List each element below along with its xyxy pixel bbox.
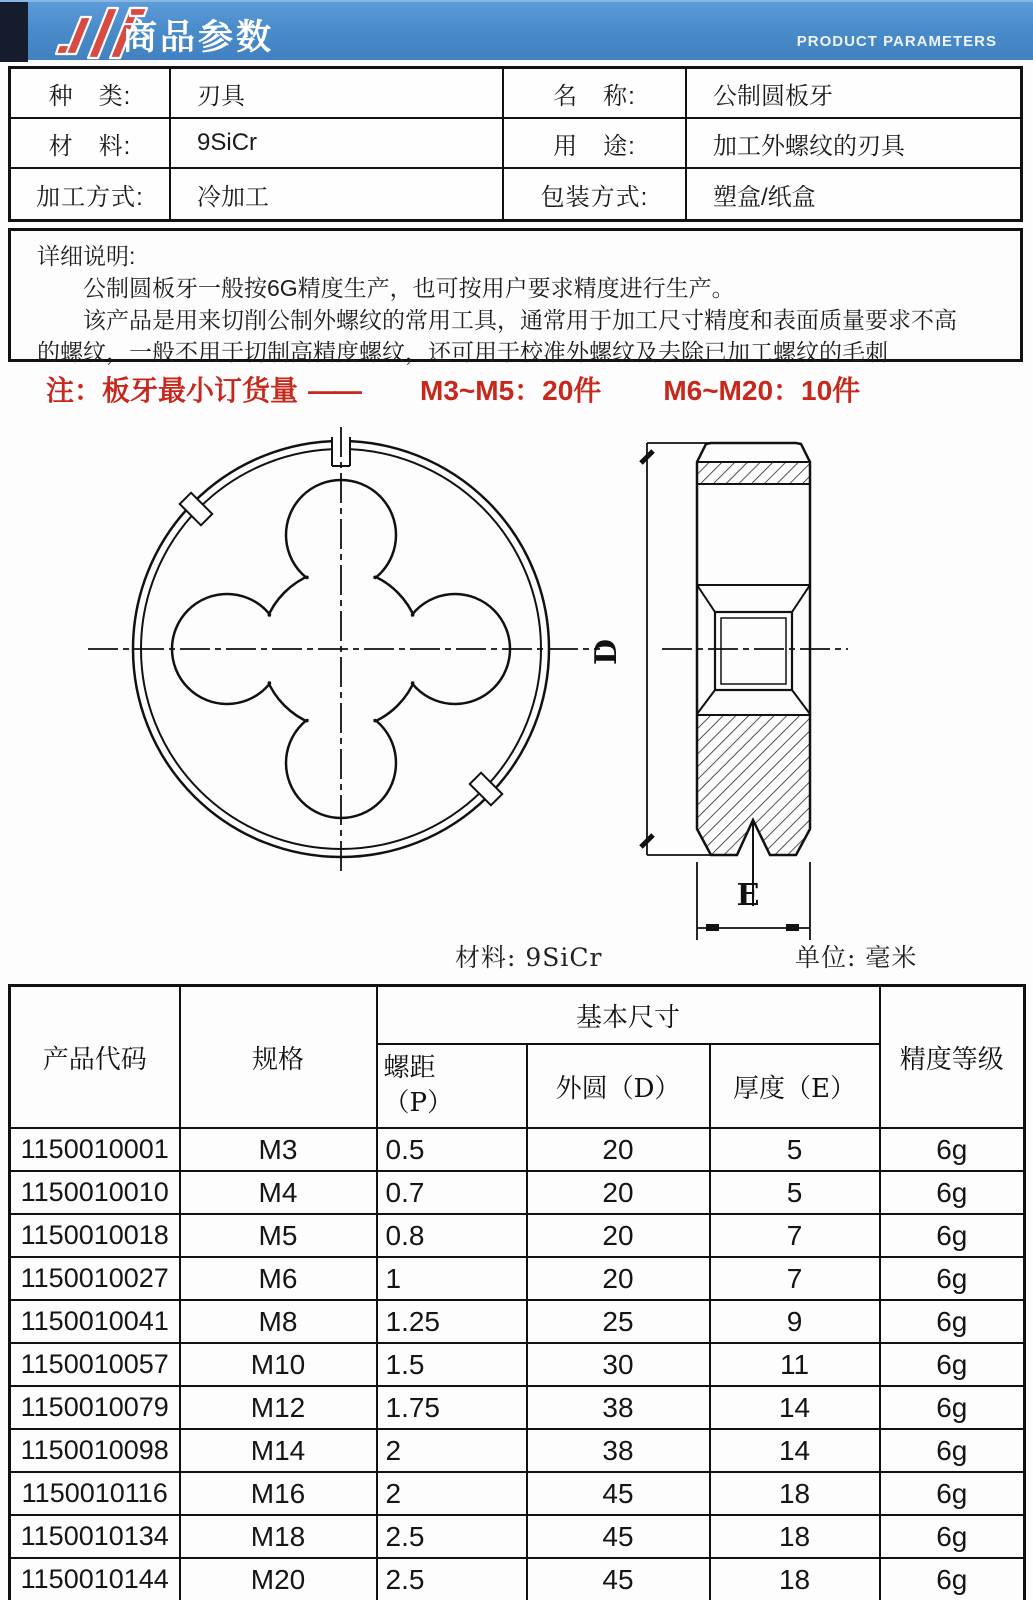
info-label-type: 种 类:: [11, 69, 171, 119]
pitch-label-line2: （P）: [383, 1088, 453, 1118]
cell-spec: M4: [180, 1171, 377, 1214]
cell-spec: M18: [180, 1515, 377, 1558]
info-label-use: 用 途:: [504, 119, 687, 169]
cell-outer-diameter: 20: [527, 1171, 710, 1214]
cell-product-code: 1150010134: [10, 1515, 180, 1558]
details-line: 公制圆板牙一般按6G精度生产，也可按用户要求精度进行生产。: [83, 275, 735, 301]
unit-label: 单位: 毫米: [795, 943, 918, 972]
spec-table-body: [10, 1128, 1025, 1600]
info-value-material: 9SiCr: [171, 119, 504, 169]
table-row: [10, 1257, 1025, 1300]
cell-grade: 6g: [880, 1128, 1025, 1171]
cell-spec: M6: [180, 1257, 377, 1300]
cell-product-code: 1150010001: [10, 1128, 180, 1171]
table-row: [10, 1386, 1025, 1429]
cell-thickness: 18: [710, 1472, 880, 1515]
cell-product-code: 1150010057: [10, 1343, 180, 1386]
info-label-process: 加工方式:: [11, 169, 171, 219]
col-header-pitch: [377, 1044, 527, 1128]
col-header-product-code: 产品代码: [10, 986, 180, 1129]
page-subtitle: PRODUCT PARAMETERS: [796, 33, 997, 50]
cell-pitch: 2: [377, 1429, 527, 1472]
cell-thickness: 9: [710, 1300, 880, 1343]
cell-thickness: 14: [710, 1386, 880, 1429]
cell-thickness: 18: [710, 1558, 880, 1600]
product-info-table: [8, 66, 1023, 222]
cell-pitch: 1.25: [377, 1300, 527, 1343]
info-label-packaging: 包装方式:: [504, 169, 687, 219]
table-caption-row: [0, 938, 1033, 972]
dimension-d: [589, 443, 711, 855]
cell-grade: 6g: [880, 1429, 1025, 1472]
spec-table: [8, 984, 1026, 1600]
cell-pitch: 1.5: [377, 1343, 527, 1386]
cell-pitch: 0.8: [377, 1214, 527, 1257]
cell-thickness: 5: [710, 1128, 880, 1171]
cell-outer-diameter: 45: [527, 1515, 710, 1558]
cell-thickness: 11: [710, 1343, 880, 1386]
table-row: [10, 1429, 1025, 1472]
table-row: [10, 1171, 1025, 1214]
cell-grade: 6g: [880, 1343, 1025, 1386]
cell-pitch: 2: [377, 1472, 527, 1515]
info-label-name: 名 称:: [504, 69, 687, 119]
cell-product-code: 1150010144: [10, 1558, 180, 1600]
info-label-material: 材 料:: [11, 119, 171, 169]
cell-outer-diameter: 38: [527, 1386, 710, 1429]
cell-pitch: 2.5: [377, 1558, 527, 1600]
cell-outer-diameter: 25: [527, 1300, 710, 1343]
cell-product-code: 1150010027: [10, 1257, 180, 1300]
cell-spec: M3: [180, 1128, 377, 1171]
col-header-outer-diameter: 外圆（D）: [527, 1044, 710, 1128]
cell-product-code: 1150010010: [10, 1171, 180, 1214]
cell-grade: 6g: [880, 1515, 1025, 1558]
note-dash: ——: [308, 375, 361, 406]
cell-thickness: 14: [710, 1429, 880, 1472]
col-header-basic-dims: 基本尺寸: [377, 986, 880, 1045]
note-item-large-sizes: M6~M20：10件: [663, 375, 861, 406]
note-item-small-sizes: M3~M5：20件: [420, 375, 602, 406]
cell-spec: M12: [180, 1386, 377, 1429]
cell-outer-diameter: 45: [527, 1558, 710, 1600]
cell-grade: 6g: [880, 1472, 1025, 1515]
cell-grade: 6g: [880, 1257, 1025, 1300]
cell-product-code: 1150010079: [10, 1386, 180, 1429]
col-header-grade: 精度等级: [880, 986, 1025, 1129]
cell-outer-diameter: 45: [527, 1472, 710, 1515]
cell-thickness: 7: [710, 1257, 880, 1300]
material-label: 材料: 9SiCr: [455, 943, 603, 972]
cell-outer-diameter: 20: [527, 1214, 710, 1257]
details-line: 的螺纹，一般不用于切制高精度螺纹，还可用于校准外螺纹及去除已加工螺纹的毛刺: [37, 339, 888, 365]
info-value-type: 刃具: [171, 69, 504, 119]
cell-product-code: 1150010041: [10, 1300, 180, 1343]
table-row: [10, 1128, 1025, 1171]
cell-outer-diameter: 30: [527, 1343, 710, 1386]
cell-grade: 6g: [880, 1300, 1025, 1343]
col-header-spec: 规格: [180, 986, 377, 1129]
header-dark-strip: [0, 2, 28, 62]
cell-spec: M16: [180, 1472, 377, 1515]
cell-spec: M14: [180, 1429, 377, 1472]
table-row: [10, 1343, 1025, 1386]
cell-spec: M10: [180, 1343, 377, 1386]
cell-pitch: 1: [377, 1257, 527, 1300]
cell-thickness: 7: [710, 1214, 880, 1257]
details-line: 该产品是用来切削公制外螺纹的常用工具，通常用于加工尺寸精度和表面质量要求不高: [83, 307, 957, 333]
cell-product-code: 1150010018: [10, 1214, 180, 1257]
table-row: [10, 1214, 1025, 1257]
cell-pitch: 2.5: [377, 1515, 527, 1558]
cell-thickness: 18: [710, 1515, 880, 1558]
cell-spec: M8: [180, 1300, 377, 1343]
cell-spec: M20: [180, 1558, 377, 1600]
details-heading: 详细说明:: [37, 243, 136, 269]
page-title: 商品参数: [122, 18, 275, 57]
spec-table-wrap: [8, 984, 1026, 1600]
technical-drawing: [0, 412, 1033, 942]
info-value-name: 公制圆板牙: [687, 69, 1020, 119]
cell-pitch: 0.5: [377, 1128, 527, 1171]
cell-outer-diameter: 20: [527, 1128, 710, 1171]
side-view-drawing: [589, 443, 848, 940]
dim-label-e: E: [736, 878, 760, 913]
cell-pitch: 0.7: [377, 1171, 527, 1214]
min-order-note: [46, 369, 860, 409]
cell-product-code: 1150010116: [10, 1472, 180, 1515]
dim-label-d: D: [589, 638, 624, 666]
cell-grade: 6g: [880, 1171, 1025, 1214]
cell-grade: 6g: [880, 1558, 1025, 1600]
col-header-thickness: 厚度（E）: [710, 1044, 880, 1128]
details-box: [8, 228, 1023, 365]
info-value-packaging: 塑盒/纸盒: [713, 183, 816, 211]
cell-grade: 6g: [880, 1386, 1025, 1429]
header-bar: [0, 0, 1033, 60]
cell-outer-diameter: 20: [527, 1257, 710, 1300]
table-row: [10, 1515, 1025, 1558]
cell-outer-diameter: 38: [527, 1429, 710, 1472]
info-value-process: 冷加工: [171, 169, 504, 219]
info-value-use: 加工外螺纹的刃具: [687, 119, 1020, 169]
table-row: [10, 1300, 1025, 1343]
cell-product-code: 1150010098: [10, 1429, 180, 1472]
note-prefix: 注：板牙最小订货量: [46, 375, 299, 406]
cell-spec: M5: [180, 1214, 377, 1257]
table-row: [10, 1472, 1025, 1515]
pitch-label-line1: 螺距: [383, 1052, 436, 1083]
cell-thickness: 5: [710, 1171, 880, 1214]
front-view-drawing: [88, 427, 600, 871]
cell-pitch: 1.75: [377, 1386, 527, 1429]
cell-grade: 6g: [880, 1214, 1025, 1257]
table-row: [10, 1558, 1025, 1600]
